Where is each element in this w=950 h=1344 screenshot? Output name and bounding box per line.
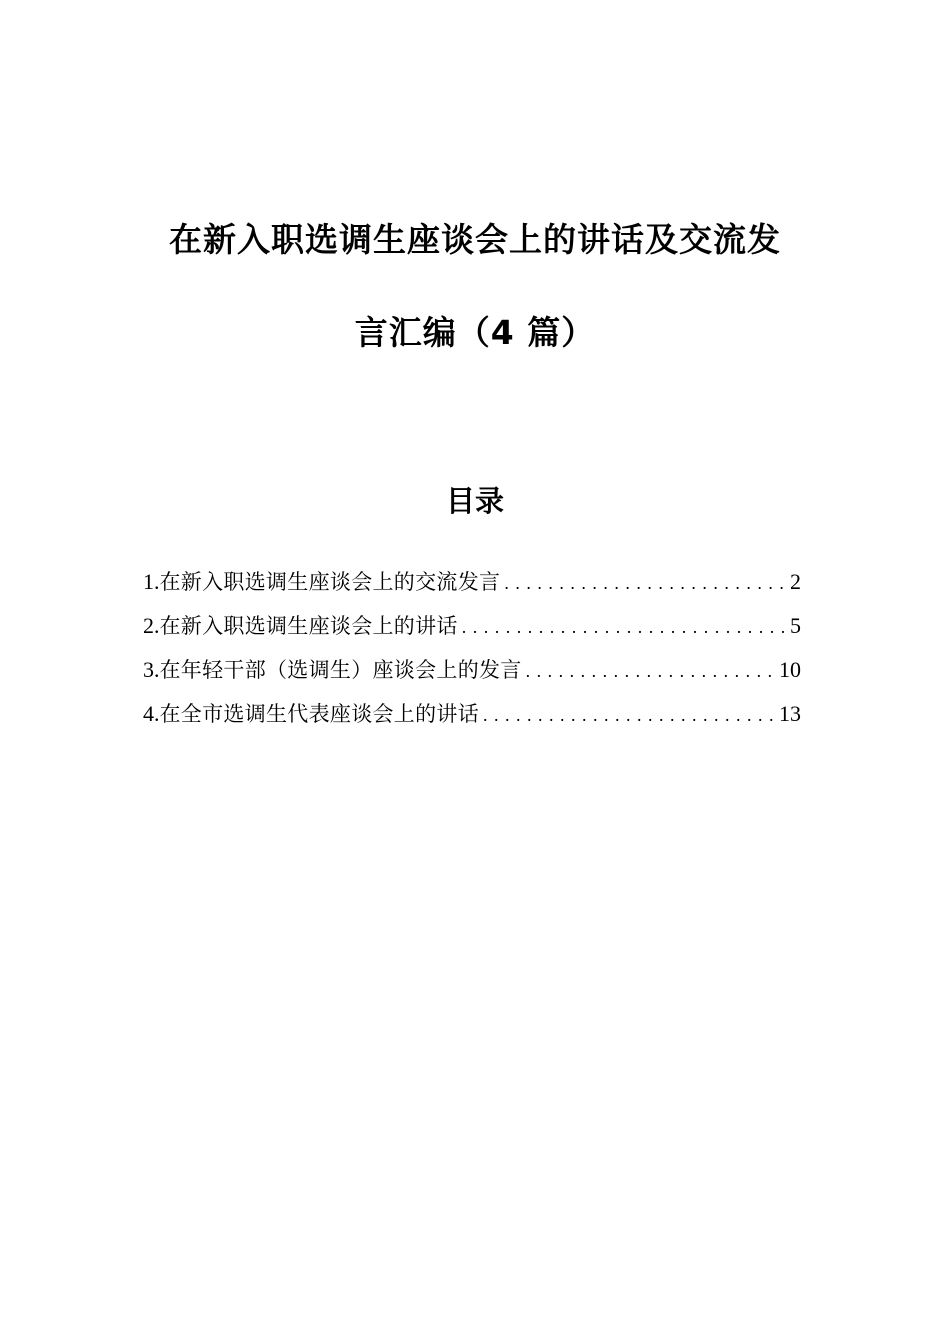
toc-entry[interactable] bbox=[143, 612, 801, 656]
toc-entry-title: 在年轻干部（选调生）座谈会上的发言 bbox=[159, 658, 522, 682]
toc-entry-title: 在新入职选调生座谈会上的交流发言 bbox=[159, 570, 501, 594]
toc-entry-page: 2 bbox=[790, 569, 801, 594]
document-title-line-2: 言汇编（4 篇） bbox=[354, 313, 596, 352]
toc-entry-number: 1. bbox=[143, 569, 160, 594]
toc-heading: 目录 bbox=[445, 484, 504, 518]
toc-entry[interactable] bbox=[143, 700, 801, 744]
toc-dot-leader bbox=[458, 613, 789, 641]
document-title-line-1: 在新入职选调生座谈会上的讲话及交流发 bbox=[169, 220, 781, 259]
toc-dot-leader bbox=[500, 569, 789, 597]
toc-entry-number: 3. bbox=[143, 657, 160, 682]
toc-dot-leader bbox=[522, 657, 779, 685]
toc-entry[interactable] bbox=[143, 656, 801, 700]
toc-dot-leader bbox=[479, 701, 779, 729]
toc-entry-title: 在全市选调生代表座谈会上的讲话 bbox=[159, 702, 479, 726]
toc-entry-number: 4. bbox=[143, 701, 160, 726]
toc-entry-page: 13 bbox=[779, 701, 801, 726]
toc-entry-number: 2. bbox=[143, 613, 160, 638]
toc-entry-page: 5 bbox=[790, 613, 801, 638]
toc-entry[interactable] bbox=[143, 568, 801, 612]
table-of-contents bbox=[143, 568, 801, 744]
toc-entry-page: 10 bbox=[779, 657, 801, 682]
toc-entry-title: 在新入职选调生座谈会上的讲话 bbox=[159, 614, 458, 638]
